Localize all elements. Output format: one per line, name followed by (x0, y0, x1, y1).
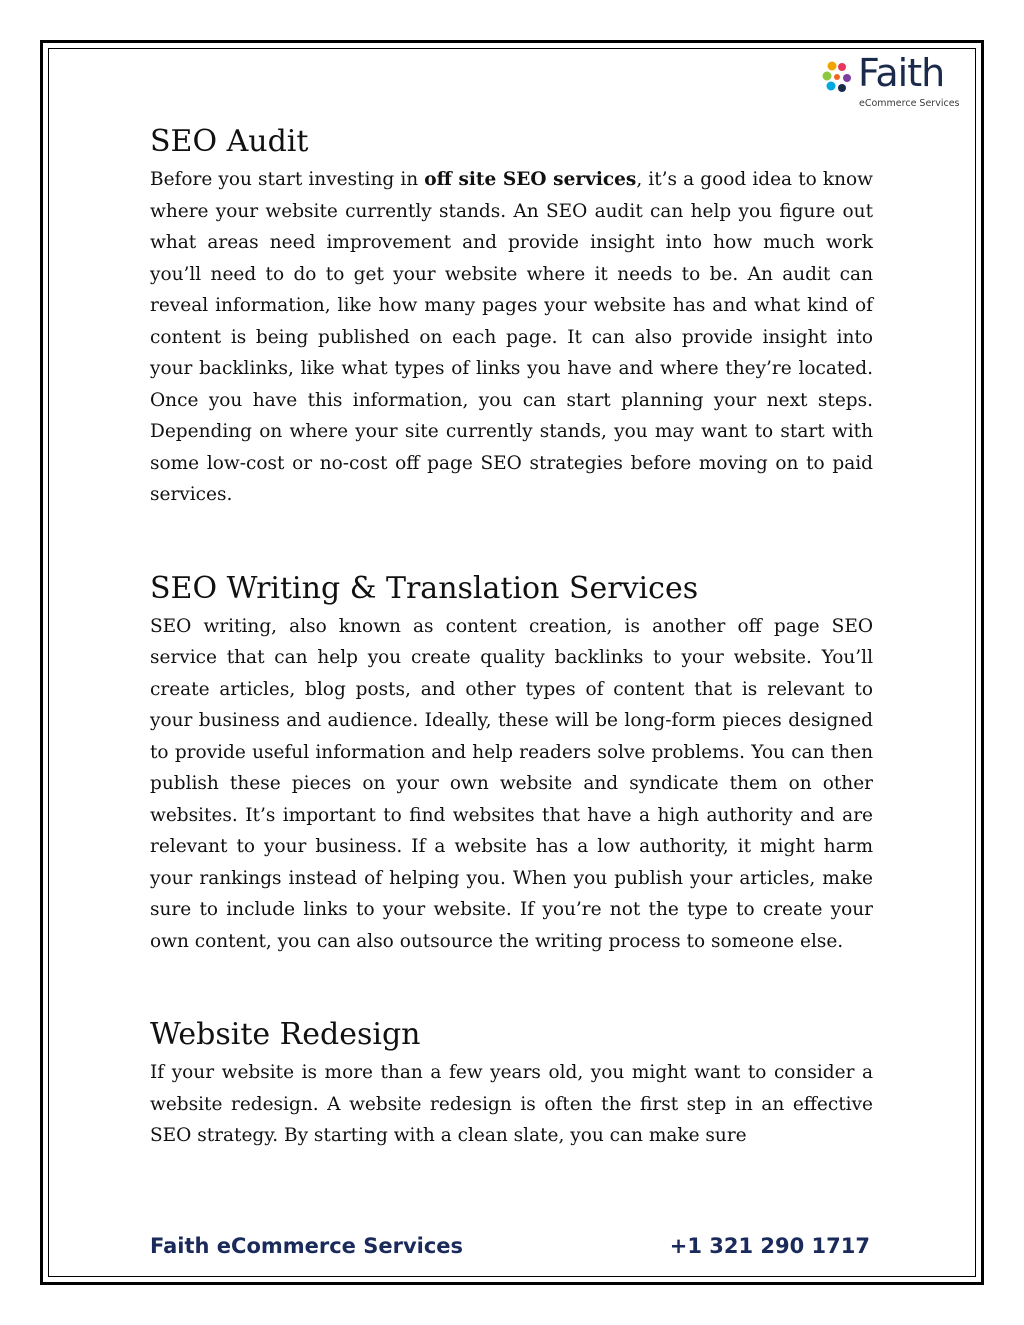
section-paragraph (150, 164, 873, 511)
document-body (150, 120, 873, 1208)
section-paragraph: If your website is more than a few years old, you might want to consider a website redesign. A website redesign is often the first step in an effective SEO strategy. By starting with a clean slate, you can make sure (150, 1062, 873, 1146)
section-heading: Website Redesign (150, 1017, 421, 1052)
section-heading: SEO Audit (150, 124, 309, 159)
paragraph-text-end: , it’s a good idea to know where your website currently stands. An SEO audit can help you figure out what areas need improvement and provide insight into how much work you’ll need to do to get your website where it needs to be. An audit can reveal information, like how many pages your website has and what kind of content is being published on each page. It can also provide insight into your backlinks, like what types of links you have and where they’re located. Once you have this information, you can start planning your next steps. Depending on where your site currently stands, you may want to start with some low-cost or no-cost off page SEO strategies before moving on to paid services. (150, 169, 873, 505)
footer-phone: +1 321 290 1717 (669, 1234, 870, 1258)
section-heading: SEO Writing & Translation Services (150, 570, 699, 606)
section-paragraph: SEO writing, also known as content creation, is another off page SEO service that can help you create quality backlinks to your website. You’ll create articles, blog posts, and other types of content that is relevant to your business and audience. Ideally, these will be long-form pieces designed to provide useful information and help readers solve problems. You can then publish these pieces on your own website and syndicate them on other websites. It’s important to find websites that have a high authority and are relevant to your business. If a website has a low authority, it might harm your rankings instead of helping you. When you publish your articles, make sure to include links to your website. If you’re not the type to create your own content, you can also outsource the writing process to someone else. (150, 615, 873, 952)
footer-company: Faith eCommerce Services (150, 1234, 464, 1258)
paragraph-text-start: Before you start investing in (150, 169, 425, 190)
logo-petals-icon (822, 60, 856, 100)
section-seo-audit (150, 120, 873, 511)
logo-wordmark: Faith (858, 51, 945, 95)
company-logo (822, 51, 967, 112)
section-seo-writing (150, 567, 873, 958)
logo-tagline: eCommerce Services (859, 98, 960, 109)
bold-phrase: off site SEO services (424, 169, 637, 190)
section-website-redesign (150, 1013, 873, 1152)
